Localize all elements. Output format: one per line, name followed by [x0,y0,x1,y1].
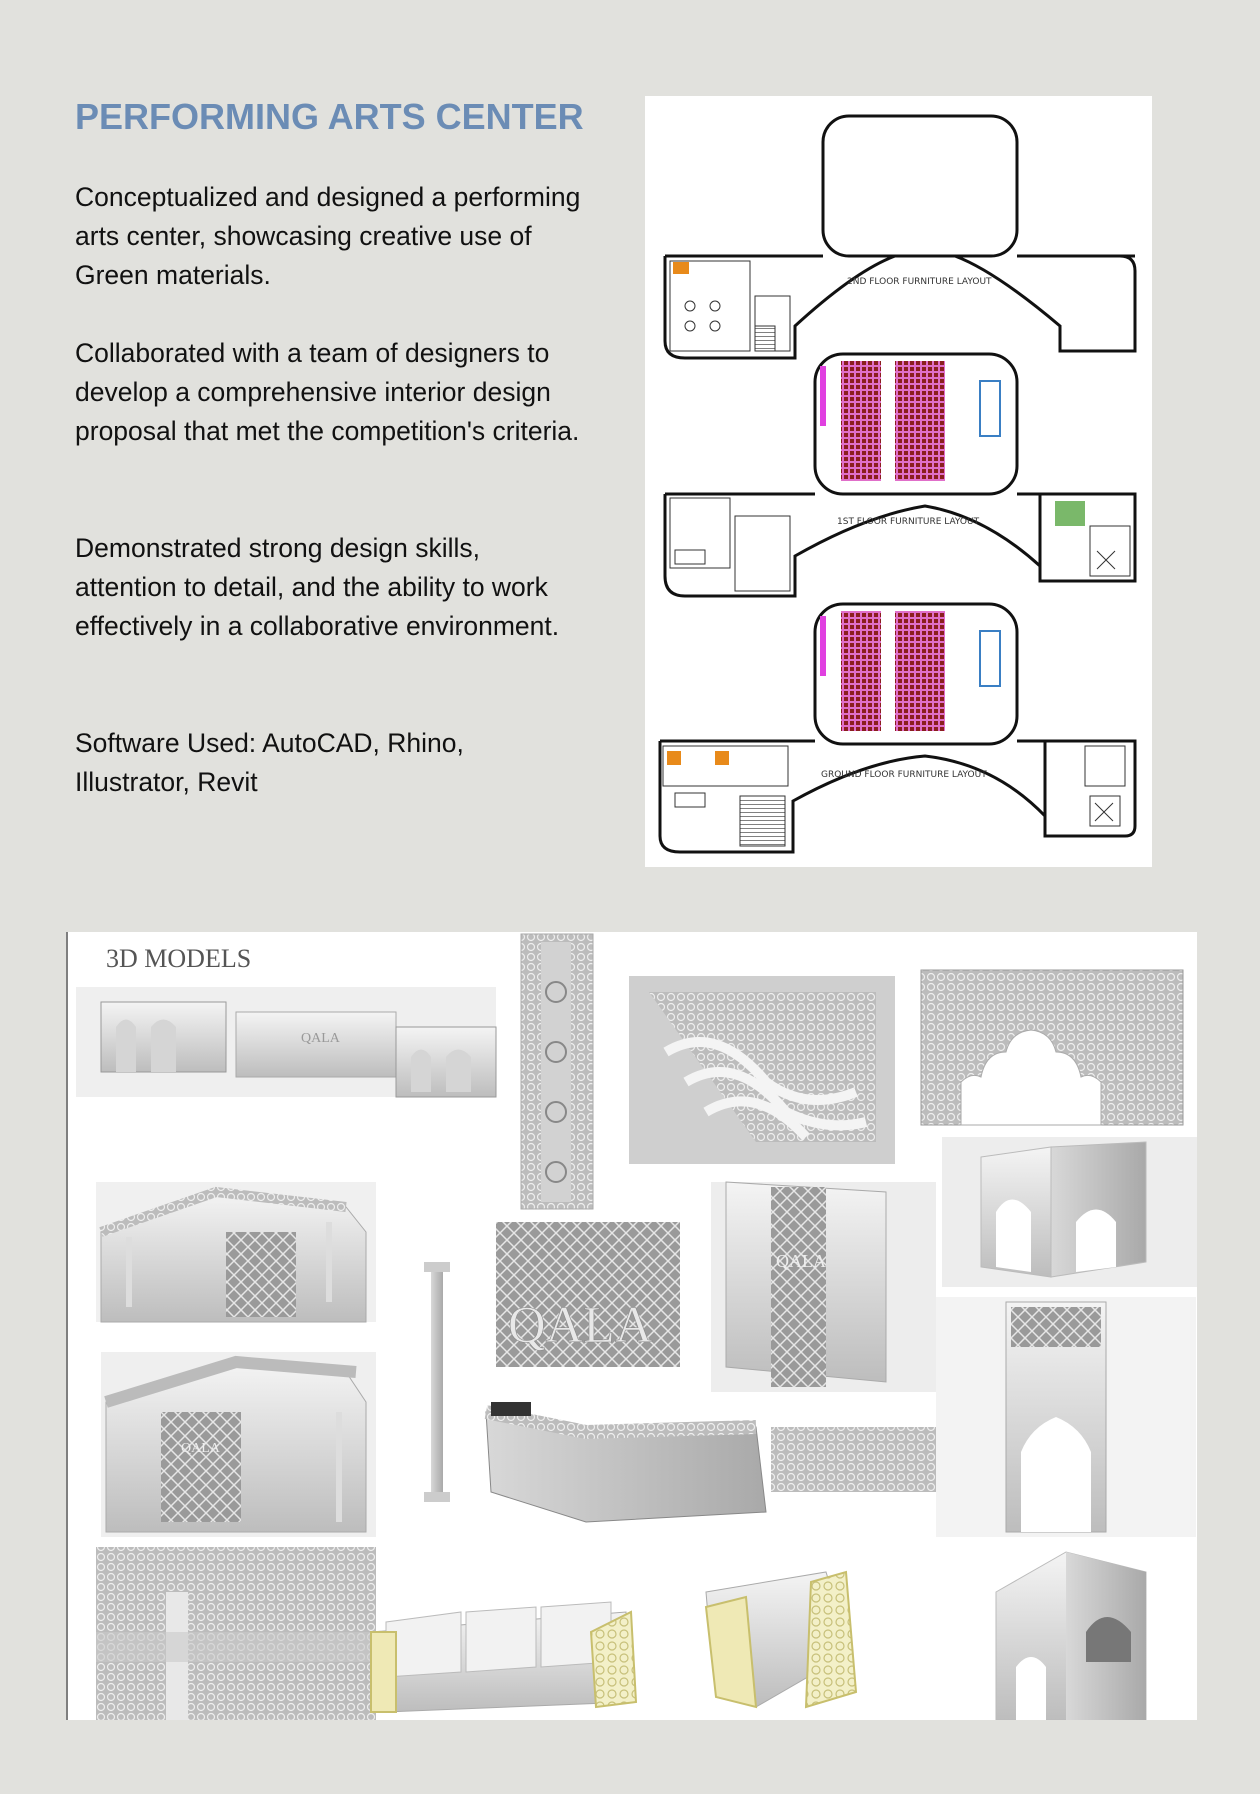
reception-qala-text: QALA [301,1031,340,1046]
page-title: PERFORMING ARTS CENTER [75,96,584,137]
description-paragraph-2: Collaborated with a team of designers to develop a comprehensive interior design proposal that met the competition's criteria. [75,338,580,446]
3d-models-svg [66,932,1197,1720]
qala-panel-text: QALA [508,1297,653,1354]
arched-partition-model [942,1137,1197,1287]
floor-label-2nd: 2ND FLOOR FURNITURE LAYOUT [847,277,992,287]
qala-lattice-panel [496,1222,680,1367]
software-used-text: Software Used: AutoCAD, Rhino, Illustrator, Revit [75,728,464,797]
floor-label-1st: 1ST FLOOR FURNITURE LAYOUT [837,517,980,527]
scalloped-arch-wall-model [921,970,1183,1125]
three-seat-sofa-model [371,1602,636,1712]
stepped-arch-ceiling-model [629,976,895,1164]
ground-floor-seating [820,611,1000,731]
second-floor-details [670,261,790,351]
qala-screen-wall-model [711,1182,936,1392]
floor-plan-drawing [645,96,1152,867]
lattice-corner-model [96,1547,376,1720]
panel-qala-text: QALA [181,1441,220,1456]
description-paragraph-1: Conceptualized and designed a performing arts center, showcasing creative use of Green materials. [75,182,581,290]
3d-models-collage [66,932,1197,1720]
armchair-model [706,1572,856,1707]
reception-desk-model [76,987,496,1097]
lattice-strip-panel [771,1427,963,1492]
first-floor-seating [820,361,1000,481]
carved-column-panel [521,934,593,1209]
3d-models-title: 3D MODELS [106,944,252,973]
floor-plan-svg [645,96,1152,867]
description-paragraph-3: Demonstrated strong design skills, attention to detail, and the ability to work effectively in a collaborative environment. [75,533,560,641]
floor-label-ground: GROUND FLOOR FURNITURE LAYOUT [821,770,987,780]
corner-panel-model [101,1352,376,1537]
screen-qala-text: QALA [776,1251,826,1271]
railing-panel-model [96,1182,376,1322]
second-floor-plan [665,116,1135,358]
tall-arch-model [936,1297,1196,1537]
